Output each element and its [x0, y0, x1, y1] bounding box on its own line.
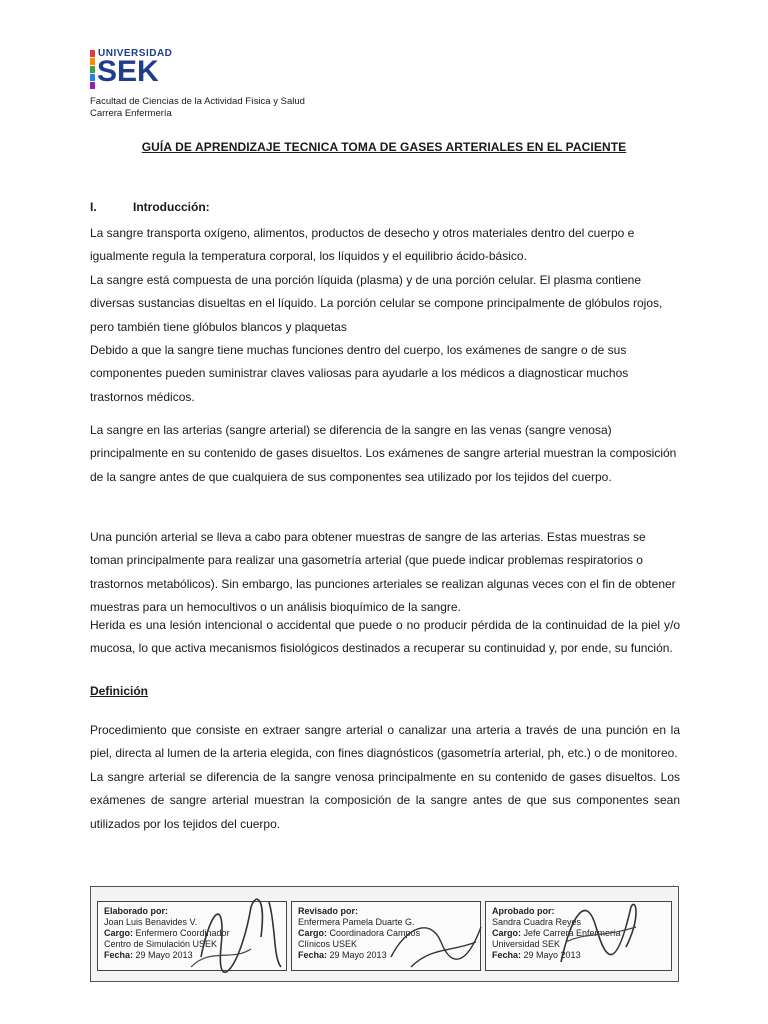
approved-label: Aprobado por: — [492, 906, 555, 916]
paragraph: La sangre en las arterias (sangre arterial) se diferencia de la sangre en las venas (sangre venosa) principalmente en su contenido de gases disueltos. Los exámenes de sangre arterial muestran la composición de la sangre antes de que cualquiera de sus componentes sea utilizado por los tejidos del cuerpo. — [90, 423, 677, 484]
reviewed-label: Revisado por: — [298, 906, 359, 916]
elaborated-by-box — [97, 901, 287, 971]
paragraph: La sangre arterial se diferencia de la sangre venosa principalmente en su contenido de gases disueltos. Los exámenes de sangre arterial muestran la composición de la sangre antes de que sus componentes sean utilizados por los tejidos del cuerpo. — [90, 769, 680, 831]
elaborated-label: Elaborado por: — [104, 906, 169, 916]
reviewed-name: Enfermera Pamela Duarte G. — [298, 917, 415, 927]
reviewed-cargo: Coordinadora Campos — [329, 928, 421, 938]
logo-top-text: UNIVERSIDAD — [98, 48, 173, 59]
elaborated-extra: Centro de Simulación USEK — [104, 939, 218, 949]
intro-block-4 — [90, 614, 680, 661]
reviewed-date-label: Fecha: — [298, 950, 328, 960]
paragraph: La sangre está compuesta de una porción líquida (plasma) y de una porción celular. El plasma contiene diversas sustancias disueltas en el líquido. La porción celular se compone principalmente de glóbulos rojos, pero también tiene glóbulos blancos y plaquetas — [90, 272, 663, 334]
intro-block-2 — [90, 419, 680, 489]
logo-bar-blue — [90, 74, 95, 81]
approval-footer — [90, 886, 679, 982]
approved-date-label: Fecha: — [492, 950, 522, 960]
reviewed-date: 29 Mayo 2013 — [329, 950, 387, 960]
elaborated-date-label: Fecha: — [104, 950, 134, 960]
approved-by-box — [485, 901, 672, 971]
intro-block-1 — [90, 222, 680, 409]
elaborated-cargo-label: Cargo: — [104, 928, 133, 938]
section-number: I. — [90, 200, 97, 214]
faculty-info — [90, 96, 305, 120]
paragraph: Herida es una lesión intencional o accidental que puede o no producir pérdida de la continuidad de la piel y/o mucosa, lo que activa mecanismos fisiológicos destinados a recuperar su continuidad y, por ende, su función. — [90, 618, 680, 656]
logo-color-bars — [90, 50, 95, 88]
definition-block — [90, 719, 680, 836]
university-logo — [90, 48, 190, 90]
definition-heading: Definición — [90, 684, 149, 698]
section-heading-introduction — [90, 200, 210, 214]
logo-bar-purple — [90, 82, 95, 89]
intro-block-3 — [90, 526, 680, 620]
elaborated-cargo: Enfermero Coordinador — [135, 928, 230, 938]
paragraph: Debido a que la sangre tiene muchas funciones dentro del cuerpo, los exámenes de sangre o de sus componentes pueden suministrar claves valiosas para ayudarle a los médicos a diagnosticar muchos trastornos médicos. — [90, 343, 629, 404]
elaborated-name: Joan Luis Benavides V. — [104, 917, 198, 927]
paragraph: La sangre transporta oxígeno, alimentos, productos de desecho y otros materiales dentro del cuerpo e igualmente regula la temperatura corporal, los líquidos y el equilibrio ácido-básico. — [90, 226, 635, 264]
document-title: GUÍA DE APRENDIZAJE TECNICA TOMA DE GASES ARTERIALES EN EL PACIENTE — [141, 140, 627, 154]
approved-date: 29 Mayo 2013 — [523, 950, 581, 960]
reviewed-cargo-label: Cargo: — [298, 928, 327, 938]
paragraph: Una punción arterial se lleva a cabo para obtener muestras de sangre de las arterias. Estas muestras se toman principalmente para realizar una gasometría arterial (que puede indicar problemas respiratorios o trastornos metabólicos). Sin embargo, las punciones arteriales se realizan algunas veces con el fin de obtener muestras para un hemocultivos o un análisis bioquímico de la sangre. — [90, 530, 676, 615]
paragraph: Procedimiento que consiste en extraer sangre arterial o canalizar una arteria a través de una punción en la piel, directa al lumen de la arteria elegida, con fines diagnósticos (gasometría arterial, ph, etc.) o de monitoreo. — [90, 723, 680, 761]
section-title: Introducción: — [133, 200, 210, 214]
logo-main-text: SEK — [97, 55, 159, 88]
approved-cargo: Jefe Carrera Enfermería — [523, 928, 621, 938]
logo-bar-red — [90, 50, 95, 57]
elaborated-date: 29 Mayo 2013 — [135, 950, 193, 960]
approved-extra: Universidad SEK — [492, 939, 561, 949]
reviewed-extra: Clínicos USEK — [298, 939, 358, 949]
faculty-name: Facultad de Ciencias de la Actividad Física y Salud — [90, 96, 305, 107]
logo-bar-orange — [90, 58, 95, 65]
career-name: Carrera Enfermería — [90, 108, 172, 119]
reviewed-by-box — [291, 901, 481, 971]
approved-cargo-label: Cargo: — [492, 928, 521, 938]
logo-bar-green — [90, 66, 95, 73]
approved-name: Sandra Cuadra Reyes — [492, 917, 582, 927]
